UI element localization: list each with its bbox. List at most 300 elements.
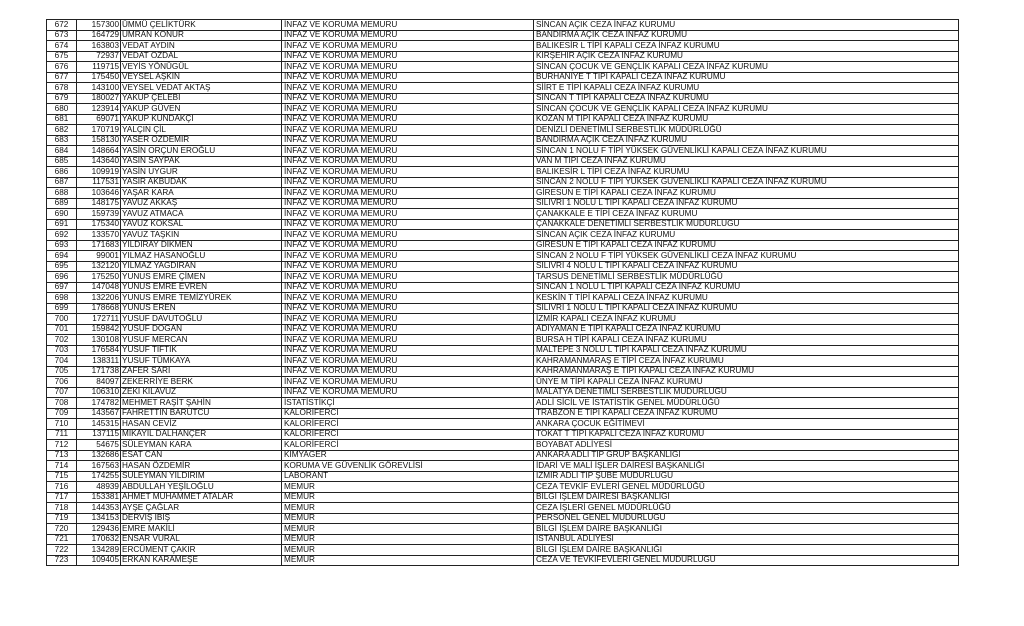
- registry-number-cell: 170719: [77, 125, 121, 136]
- full-name-cell: YALÇIN ÇİL: [121, 125, 282, 136]
- registry-number-cell: 137115: [77, 429, 121, 440]
- job-title-cell: İNFAZ VE KORUMA MEMURU: [282, 20, 534, 31]
- table-row: [47, 198, 959, 209]
- job-title-cell: İNFAZ VE KORUMA MEMURU: [282, 366, 534, 377]
- full-name-cell: YUNUS EMRE ÇİMEN: [121, 272, 282, 283]
- table-row: [47, 156, 959, 167]
- registry-number-cell: 103646: [77, 188, 121, 199]
- full-name-cell: ESAT CAN: [121, 450, 282, 461]
- registry-number-cell: 176584: [77, 345, 121, 356]
- full-name-cell: ZAFER SARI: [121, 366, 282, 377]
- full-name-cell: ERKAN KARAMEŞE: [121, 555, 282, 566]
- job-title-cell: İNFAZ VE KORUMA MEMURU: [282, 230, 534, 241]
- institution-cell: TRABZON E TİPİ KAPALI CEZA İNFAZ KURUMU: [534, 408, 959, 419]
- row-number-cell: 698: [47, 293, 77, 304]
- registry-number-cell: 117531: [77, 177, 121, 188]
- registry-number-cell: 134289: [77, 545, 121, 556]
- registry-number-cell: 99001: [77, 251, 121, 262]
- table-row: [47, 471, 959, 482]
- job-title-cell: KALORİFERCİ: [282, 429, 534, 440]
- table-row: [47, 219, 959, 230]
- job-title-cell: İNFAZ VE KORUMA MEMURU: [282, 219, 534, 230]
- full-name-cell: YUSUF TİFTİK: [121, 345, 282, 356]
- row-number-cell: 682: [47, 125, 77, 136]
- table-row: [47, 135, 959, 146]
- institution-cell: CEZA TEVKİF EVLERİ GENEL MÜDÜRLÜĞÜ: [534, 482, 959, 493]
- registry-number-cell: 148664: [77, 146, 121, 157]
- row-number-cell: 703: [47, 345, 77, 356]
- job-title-cell: İNFAZ VE KORUMA MEMURU: [282, 198, 534, 209]
- registry-number-cell: 132120: [77, 261, 121, 272]
- table-row: [47, 261, 959, 272]
- row-number-cell: 678: [47, 83, 77, 94]
- institution-cell: KESKİN T TİPİ KAPALI CEZA İNFAZ KURUMU: [534, 293, 959, 304]
- row-number-cell: 687: [47, 177, 77, 188]
- table-row: [47, 524, 959, 535]
- job-title-cell: MEMUR: [282, 503, 534, 514]
- row-number-cell: 705: [47, 366, 77, 377]
- job-title-cell: KALORİFERCİ: [282, 408, 534, 419]
- institution-cell: BANDIRMA AÇIK CEZA İNFAZ KURUMU: [534, 135, 959, 146]
- registry-number-cell: 109919: [77, 167, 121, 178]
- full-name-cell: DERVİŞ İBİŞ: [121, 513, 282, 524]
- registry-number-cell: 143640: [77, 156, 121, 167]
- personnel-table: [46, 19, 959, 566]
- institution-cell: CEZA İŞLERİ GENEL MÜDÜRLÜĞÜ: [534, 503, 959, 514]
- row-number-cell: 693: [47, 240, 77, 251]
- table-row: [47, 545, 959, 556]
- institution-cell: İDARİ VE MALİ İŞLER DAİRESİ BAŞKANLIĞI: [534, 461, 959, 472]
- row-number-cell: 695: [47, 261, 77, 272]
- institution-cell: PERSONEL GENEL MÜDÜRLÜĞÜ: [534, 513, 959, 524]
- full-name-cell: YUNUS EREN: [121, 303, 282, 314]
- job-title-cell: MEMUR: [282, 513, 534, 524]
- registry-number-cell: 106310: [77, 387, 121, 398]
- table-row: [47, 114, 959, 125]
- table-row: [47, 83, 959, 94]
- row-number-cell: 699: [47, 303, 77, 314]
- table-row: [47, 146, 959, 157]
- full-name-cell: YUNUS EMRE EVREN: [121, 282, 282, 293]
- registry-number-cell: 109405: [77, 555, 121, 566]
- full-name-cell: YAKUP GÜVEN: [121, 104, 282, 115]
- institution-cell: BANDIRMA AÇIK CEZA İNFAZ KURUMU: [534, 30, 959, 41]
- full-name-cell: YAVUZ TAŞKIN: [121, 230, 282, 241]
- full-name-cell: MEHMET RAŞİT ŞAHİN: [121, 398, 282, 409]
- full-name-cell: YUSUF MERCAN: [121, 335, 282, 346]
- job-title-cell: İNFAZ VE KORUMA MEMURU: [282, 156, 534, 167]
- institution-cell: GİRESUN E TİPİ KAPALI CEZA İNFAZ KURUMU: [534, 188, 959, 199]
- table-row: [47, 482, 959, 493]
- job-title-cell: İNFAZ VE KORUMA MEMURU: [282, 272, 534, 283]
- registry-number-cell: 172711: [77, 314, 121, 325]
- registry-number-cell: 129436: [77, 524, 121, 535]
- table-row: [47, 461, 959, 472]
- registry-number-cell: 178668: [77, 303, 121, 314]
- table-row: [47, 324, 959, 335]
- job-title-cell: MEMUR: [282, 534, 534, 545]
- row-number-cell: 717: [47, 492, 77, 503]
- full-name-cell: ERCÜMENT ÇAKIR: [121, 545, 282, 556]
- registry-number-cell: 171683: [77, 240, 121, 251]
- table-row: [47, 398, 959, 409]
- table-row: [47, 72, 959, 83]
- institution-cell: ANKARA ÇOCUK EĞİTİMEVİ: [534, 419, 959, 430]
- full-name-cell: YAKUP ÇELEBİ: [121, 93, 282, 104]
- registry-number-cell: 119715: [77, 62, 121, 73]
- job-title-cell: İNFAZ VE KORUMA MEMURU: [282, 293, 534, 304]
- registry-number-cell: 133570: [77, 230, 121, 241]
- institution-cell: İSTANBUL ADLİYESİ: [534, 534, 959, 545]
- institution-cell: SİİRT E TİPİ KAPALI CEZA İNFAZ KURUMU: [534, 83, 959, 94]
- institution-cell: TARSUS DENETİMLİ SERBESTLİK MÜDÜRLÜĞÜ: [534, 272, 959, 283]
- table-row: [47, 272, 959, 283]
- row-number-cell: 701: [47, 324, 77, 335]
- row-number-cell: 715: [47, 471, 77, 482]
- job-title-cell: İNFAZ VE KORUMA MEMURU: [282, 303, 534, 314]
- full-name-cell: VEDAT AYDIN: [121, 41, 282, 52]
- institution-cell: SİNCAN 1 NOLU F TİPİ YÜKSEK GÜVENLİKLİ KAPALI CEZA İNFAZ KURUMU: [534, 146, 959, 157]
- institution-cell: BURHANİYE T TİPİ KAPALI CEZA İNFAZ KURUMU: [534, 72, 959, 83]
- full-name-cell: YUNUS EMRE TEMİZYÜREK: [121, 293, 282, 304]
- job-title-cell: LABORANT: [282, 471, 534, 482]
- institution-cell: BİLGİ İŞLEM DAİRE BAŞKANLIĞI: [534, 545, 959, 556]
- registry-number-cell: 147048: [77, 282, 121, 293]
- row-number-cell: 711: [47, 429, 77, 440]
- row-number-cell: 697: [47, 282, 77, 293]
- table-row: [47, 555, 959, 566]
- registry-number-cell: 72937: [77, 51, 121, 62]
- institution-cell: CEZA VE TEVKİFEVLERİ GENEL MÜDÜRLÜĞÜ: [534, 555, 959, 566]
- table-row: [47, 377, 959, 388]
- row-number-cell: 684: [47, 146, 77, 157]
- institution-cell: SİNCAN ÇOCUK VE GENÇLİK KAPALI CEZA İNFAZ KURUMU: [534, 104, 959, 115]
- row-number-cell: 675: [47, 51, 77, 62]
- institution-cell: GİRESUN E TİPİ KAPALI CEZA İNFAZ KURUMU: [534, 240, 959, 251]
- job-title-cell: İNFAZ VE KORUMA MEMURU: [282, 324, 534, 335]
- table-row: [47, 188, 959, 199]
- institution-cell: SİNCAN 2 NOLU F TİPİ YÜKSEK GÜVENLİKLİ KAPALI CEZA İNFAZ KURUMU: [534, 177, 959, 188]
- table-row: [47, 440, 959, 451]
- institution-cell: İZMİR ADLİ TIP ŞUBE MÜDÜRLÜĞÜ: [534, 471, 959, 482]
- table-row: [47, 20, 959, 31]
- job-title-cell: İNFAZ VE KORUMA MEMURU: [282, 30, 534, 41]
- table-row: [47, 335, 959, 346]
- table-row: [47, 41, 959, 52]
- row-number-cell: 690: [47, 209, 77, 220]
- registry-number-cell: 143100: [77, 83, 121, 94]
- registry-number-cell: 164729: [77, 30, 121, 41]
- full-name-cell: YAVUZ KÖKSAL: [121, 219, 282, 230]
- registry-number-cell: 175340: [77, 219, 121, 230]
- full-name-cell: VEYSEL AŞKIN: [121, 72, 282, 83]
- institution-cell: SİLİVRİ 1 NOLU L TİPİ KAPALI CEZA İNFAZ KURUMU: [534, 198, 959, 209]
- institution-cell: İZMİR KAPALI CEZA İNFAZ KURUMU: [534, 314, 959, 325]
- full-name-cell: ZEKERRİYE BERK: [121, 377, 282, 388]
- registry-number-cell: 48939: [77, 482, 121, 493]
- full-name-cell: YAVUZ AKKAŞ: [121, 198, 282, 209]
- full-name-cell: FAHRETTİN BARUTCU: [121, 408, 282, 419]
- full-name-cell: YUSUF TÜMKAYA: [121, 356, 282, 367]
- row-number-cell: 673: [47, 30, 77, 41]
- full-name-cell: MİKAYİL DALHANÇER: [121, 429, 282, 440]
- table-row: [47, 419, 959, 430]
- institution-cell: BİLGİ İŞLEM DAİRESİ BAŞKANLIĞI: [534, 492, 959, 503]
- table-row: [47, 51, 959, 62]
- row-number-cell: 689: [47, 198, 77, 209]
- job-title-cell: MEMUR: [282, 492, 534, 503]
- institution-cell: ADIYAMAN E TİPİ KAPALI CEZA İNFAZ KURUMU: [534, 324, 959, 335]
- table-row: [47, 177, 959, 188]
- table-row: [47, 62, 959, 73]
- registry-number-cell: 138311: [77, 356, 121, 367]
- full-name-cell: ÜMMÜ ÇELİKTÜRK: [121, 20, 282, 31]
- registry-number-cell: 175250: [77, 272, 121, 283]
- row-number-cell: 680: [47, 104, 77, 115]
- institution-cell: BOYABAT ADLİYESİ: [534, 440, 959, 451]
- job-title-cell: İNFAZ VE KORUMA MEMURU: [282, 41, 534, 52]
- full-name-cell: HASAN ÖZDEMİR: [121, 461, 282, 472]
- job-title-cell: İNFAZ VE KORUMA MEMURU: [282, 345, 534, 356]
- table-row: [47, 104, 959, 115]
- job-title-cell: İNFAZ VE KORUMA MEMURU: [282, 104, 534, 115]
- job-title-cell: KALORİFERCİ: [282, 440, 534, 451]
- institution-cell: ÜNYE M TİPİ KAPALI CEZA İNFAZ KURUMU: [534, 377, 959, 388]
- full-name-cell: VEYSEL VEDAT AKTAŞ: [121, 83, 282, 94]
- row-number-cell: 704: [47, 356, 77, 367]
- table-row: [47, 345, 959, 356]
- job-title-cell: MEMUR: [282, 524, 534, 535]
- full-name-cell: VEDAT ÖZDAL: [121, 51, 282, 62]
- row-number-cell: 677: [47, 72, 77, 83]
- row-number-cell: 679: [47, 93, 77, 104]
- full-name-cell: YAŞAR KARA: [121, 188, 282, 199]
- table-row: [47, 450, 959, 461]
- table-row: [47, 513, 959, 524]
- table-row: [47, 503, 959, 514]
- job-title-cell: İNFAZ VE KORUMA MEMURU: [282, 314, 534, 325]
- row-number-cell: 720: [47, 524, 77, 535]
- job-title-cell: İNFAZ VE KORUMA MEMURU: [282, 135, 534, 146]
- table-row: [47, 251, 959, 262]
- full-name-cell: ÜMRAN KONUR: [121, 30, 282, 41]
- row-number-cell: 676: [47, 62, 77, 73]
- job-title-cell: İNFAZ VE KORUMA MEMURU: [282, 62, 534, 73]
- row-number-cell: 710: [47, 419, 77, 430]
- full-name-cell: SÜLEYMAN KARA: [121, 440, 282, 451]
- job-title-cell: İNFAZ VE KORUMA MEMURU: [282, 335, 534, 346]
- table-row: [47, 429, 959, 440]
- registry-number-cell: 157300: [77, 20, 121, 31]
- row-number-cell: 692: [47, 230, 77, 241]
- registry-number-cell: 134153: [77, 513, 121, 524]
- row-number-cell: 686: [47, 167, 77, 178]
- row-number-cell: 681: [47, 114, 77, 125]
- institution-cell: KOZAN M TİPİ KAPALI CEZA İNFAZ KURUMU: [534, 114, 959, 125]
- job-title-cell: İNFAZ VE KORUMA MEMURU: [282, 93, 534, 104]
- job-title-cell: İNFAZ VE KORUMA MEMURU: [282, 125, 534, 136]
- full-name-cell: ZEKİ KILAVUZ: [121, 387, 282, 398]
- registry-number-cell: 174255: [77, 471, 121, 482]
- full-name-cell: YASİN UYGUR: [121, 167, 282, 178]
- registry-number-cell: 159842: [77, 324, 121, 335]
- institution-cell: KAHRAMANMARAŞ E TİPİ CEZA İNFAZ KURUMU: [534, 356, 959, 367]
- institution-cell: SİNCAN 2 NOLU F TİPİ YÜKSEK GÜVENLİKLİ CEZA İNFAZ KURUMU: [534, 251, 959, 262]
- row-number-cell: 702: [47, 335, 77, 346]
- registry-number-cell: 153381: [77, 492, 121, 503]
- job-title-cell: İNFAZ VE KORUMA MEMURU: [282, 83, 534, 94]
- registry-number-cell: 180027: [77, 93, 121, 104]
- job-title-cell: İNFAZ VE KORUMA MEMURU: [282, 188, 534, 199]
- institution-cell: SİLİVRİ 1 NOLU L TİPİ KAPALI CEZA İNFAZ KURUMU: [534, 303, 959, 314]
- row-number-cell: 700: [47, 314, 77, 325]
- row-number-cell: 712: [47, 440, 77, 451]
- table-row: [47, 93, 959, 104]
- row-number-cell: 722: [47, 545, 77, 556]
- institution-cell: BİLGİ İŞLEM DAİRE BAŞKANLIĞI: [534, 524, 959, 535]
- full-name-cell: YILMAZ YAĞDIRAN: [121, 261, 282, 272]
- row-number-cell: 683: [47, 135, 77, 146]
- full-name-cell: YASİN SAYPAK: [121, 156, 282, 167]
- full-name-cell: YILMAZ HASANOĞLU: [121, 251, 282, 262]
- job-title-cell: İNFAZ VE KORUMA MEMURU: [282, 356, 534, 367]
- institution-cell: SİNCAN 1 NOLU L TİPİ KAPALI CEZA İNFAZ KURUMU: [534, 282, 959, 293]
- row-number-cell: 706: [47, 377, 77, 388]
- institution-cell: SİNCAN T TİPİ KAPALI CEZA İNFAZ KURUMU: [534, 93, 959, 104]
- registry-number-cell: 174782: [77, 398, 121, 409]
- institution-cell: SİNCAN AÇIK CEZA İNFAZ KURUMU: [534, 230, 959, 241]
- job-title-cell: İNFAZ VE KORUMA MEMURU: [282, 209, 534, 220]
- table-row: [47, 167, 959, 178]
- job-title-cell: İNFAZ VE KORUMA MEMURU: [282, 377, 534, 388]
- full-name-cell: YASİN ORÇUN EROĞLU: [121, 146, 282, 157]
- table-row: [47, 303, 959, 314]
- full-name-cell: YASİR AKBUDAK: [121, 177, 282, 188]
- row-number-cell: 723: [47, 555, 77, 566]
- registry-number-cell: 171738: [77, 366, 121, 377]
- job-title-cell: KORUMA VE GÜVENLİK GÖREVLİSİ: [282, 461, 534, 472]
- table-row: [47, 30, 959, 41]
- job-title-cell: KALORİFERCİ: [282, 419, 534, 430]
- full-name-cell: YUSUF DOĞAN: [121, 324, 282, 335]
- full-name-cell: HASAN CEVİZ: [121, 419, 282, 430]
- institution-cell: SİLİVRİ 4 NOLU L TİPİ KAPALI CEZA İNFAZ KURUMU: [534, 261, 959, 272]
- job-title-cell: İSTATİSTİKÇİ: [282, 398, 534, 409]
- full-name-cell: AYŞE ÇAĞLAR: [121, 503, 282, 514]
- full-name-cell: YUSUF DAVUTOĞLU: [121, 314, 282, 325]
- table-row: [47, 387, 959, 398]
- registry-number-cell: 167563: [77, 461, 121, 472]
- table-row: [47, 293, 959, 304]
- table-row: [47, 209, 959, 220]
- full-name-cell: ENSAR VURAL: [121, 534, 282, 545]
- registry-number-cell: 69071: [77, 114, 121, 125]
- registry-number-cell: 84097: [77, 377, 121, 388]
- registry-number-cell: 170632: [77, 534, 121, 545]
- table-row: [47, 534, 959, 545]
- table-row: [47, 356, 959, 367]
- row-number-cell: 709: [47, 408, 77, 419]
- institution-cell: ÇANAKKALE E TİPİ CEZA İNFAZ KURUMU: [534, 209, 959, 220]
- institution-cell: SİNCAN AÇIK CEZA İNFAZ KURUMU: [534, 20, 959, 31]
- full-name-cell: ABDULLAH YEŞİLOĞLU: [121, 482, 282, 493]
- institution-cell: SİNCAN ÇOCUK VE GENÇLİK KAPALI CEZA İNFAZ KURUMU: [534, 62, 959, 73]
- registry-number-cell: 132686: [77, 450, 121, 461]
- registry-number-cell: 123914: [77, 104, 121, 115]
- row-number-cell: 696: [47, 272, 77, 283]
- personnel-table-body: [47, 20, 959, 566]
- institution-cell: VAN M TİPİ CEZA İNFAZ KURUMU: [534, 156, 959, 167]
- institution-cell: MALTEPE 3 NOLU L TİPİ KAPALI CEZA İNFAZ KURUMU: [534, 345, 959, 356]
- full-name-cell: SÜLEYMAN YILDIRIM: [121, 471, 282, 482]
- row-number-cell: 713: [47, 450, 77, 461]
- row-number-cell: 688: [47, 188, 77, 199]
- institution-cell: KIRŞEHİR AÇIK CEZA İNFAZ KURUMU: [534, 51, 959, 62]
- registry-number-cell: 54675: [77, 440, 121, 451]
- row-number-cell: 691: [47, 219, 77, 230]
- institution-cell: KAHRAMANMARAŞ E TİPİ KAPALI CEZA İNFAZ KURUMU: [534, 366, 959, 377]
- row-number-cell: 694: [47, 251, 77, 262]
- registry-number-cell: 159739: [77, 209, 121, 220]
- job-title-cell: İNFAZ VE KORUMA MEMURU: [282, 72, 534, 83]
- job-title-cell: MEMUR: [282, 555, 534, 566]
- full-name-cell: EMRE MAKİLİ: [121, 524, 282, 535]
- job-title-cell: İNFAZ VE KORUMA MEMURU: [282, 167, 534, 178]
- full-name-cell: YAKUP KUNDAKÇI: [121, 114, 282, 125]
- table-row: [47, 282, 959, 293]
- job-title-cell: MEMUR: [282, 482, 534, 493]
- institution-cell: BALIKESİR L TİPİ CEZA İNFAZ KURUMU: [534, 167, 959, 178]
- job-title-cell: İNFAZ VE KORUMA MEMURU: [282, 177, 534, 188]
- registry-number-cell: 132206: [77, 293, 121, 304]
- institution-cell: TOKAT T TİPİ KAPALI CEZA İNFAZ KURUMU: [534, 429, 959, 440]
- row-number-cell: 719: [47, 513, 77, 524]
- row-number-cell: 674: [47, 41, 77, 52]
- job-title-cell: İNFAZ VE KORUMA MEMURU: [282, 240, 534, 251]
- table-row: [47, 230, 959, 241]
- row-number-cell: 718: [47, 503, 77, 514]
- job-title-cell: KİMYAGER: [282, 450, 534, 461]
- institution-cell: ADLİ SİCİL VE İSTATİSTİK GENEL MÜDÜRLÜĞÜ: [534, 398, 959, 409]
- job-title-cell: İNFAZ VE KORUMA MEMURU: [282, 387, 534, 398]
- row-number-cell: 716: [47, 482, 77, 493]
- registry-number-cell: 158130: [77, 135, 121, 146]
- full-name-cell: YAVUZ ATMACA: [121, 209, 282, 220]
- institution-cell: BURSA H TİPİ KAPALI CEZA İNFAZ KURUMU: [534, 335, 959, 346]
- table-row: [47, 366, 959, 377]
- institution-cell: BALIKESİR L TİPİ KAPALI CEZA İNFAZ KURUMU: [534, 41, 959, 52]
- row-number-cell: 685: [47, 156, 77, 167]
- job-title-cell: İNFAZ VE KORUMA MEMURU: [282, 282, 534, 293]
- table-row: [47, 408, 959, 419]
- registry-number-cell: 145315: [77, 419, 121, 430]
- job-title-cell: İNFAZ VE KORUMA MEMURU: [282, 251, 534, 262]
- job-title-cell: İNFAZ VE KORUMA MEMURU: [282, 261, 534, 272]
- institution-cell: MALATYA DENETİMLİ SERBESTLİK MÜDÜRLÜĞÜ: [534, 387, 959, 398]
- table-row: [47, 492, 959, 503]
- row-number-cell: 721: [47, 534, 77, 545]
- full-name-cell: AHMET MUHAMMET ATALAR: [121, 492, 282, 503]
- registry-number-cell: 144353: [77, 503, 121, 514]
- job-title-cell: İNFAZ VE KORUMA MEMURU: [282, 146, 534, 157]
- registry-number-cell: 148175: [77, 198, 121, 209]
- institution-cell: ÇANAKKALE DENETİMLİ SERBESTLİK MÜDÜRLÜĞÜ: [534, 219, 959, 230]
- job-title-cell: İNFAZ VE KORUMA MEMURU: [282, 51, 534, 62]
- row-number-cell: 707: [47, 387, 77, 398]
- table-row: [47, 125, 959, 136]
- registry-number-cell: 130108: [77, 335, 121, 346]
- registry-number-cell: 175450: [77, 72, 121, 83]
